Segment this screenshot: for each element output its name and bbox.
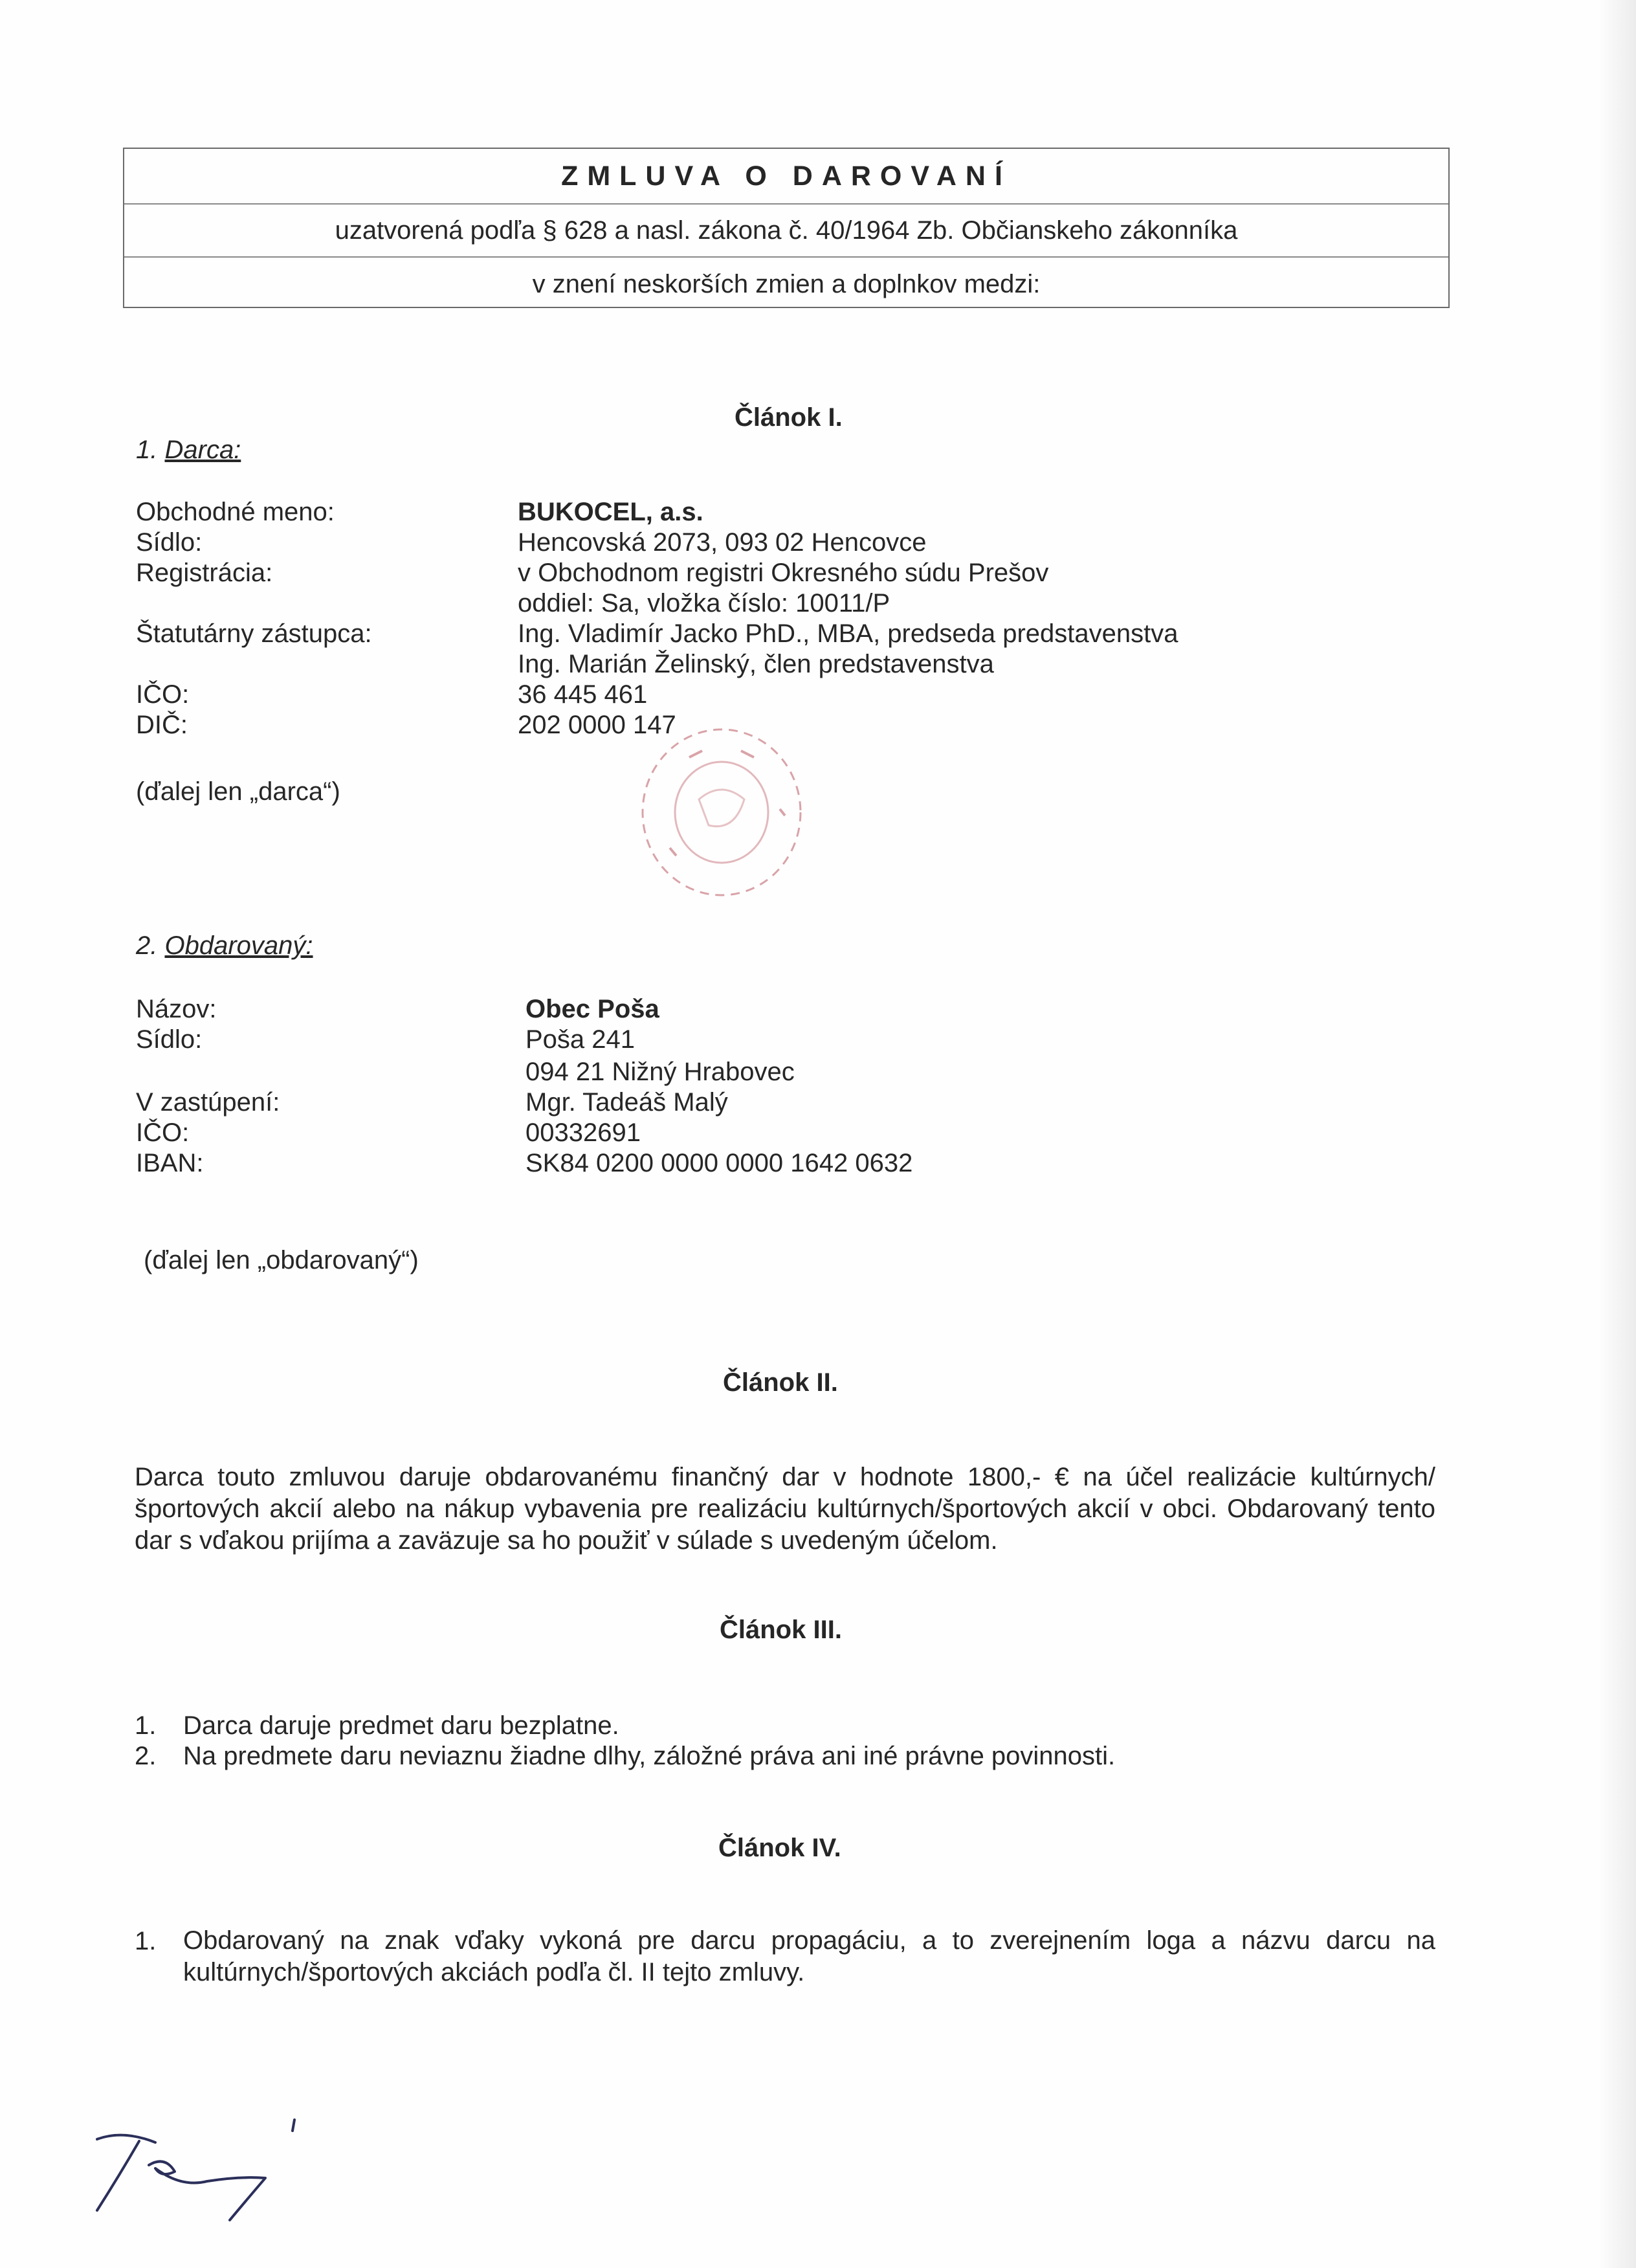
label-ico: IČO: (136, 680, 190, 709)
label-registration: Registrácia: (136, 559, 273, 587)
header-parties-intro: v znení neskorších zmien a doplnkov medzi: (532, 270, 1041, 298)
article-3-item-number: 1. (135, 1711, 157, 1740)
donor-ico-value: 36 445 461 (518, 680, 648, 709)
recipient-ico-value: 00332691 (525, 1118, 641, 1147)
recipient-iban-value: SK84 0200 0000 0000 1642 0632 (525, 1149, 913, 1177)
label-recipient-name: Názov: (136, 995, 217, 1023)
handwritten-initials (84, 2117, 298, 2233)
contract-title: ZMLUVA O DAROVANÍ (561, 161, 1011, 192)
recipient-representative: Mgr. Tadeáš Malý (525, 1088, 728, 1117)
label-recipient-iban: IBAN: (136, 1149, 204, 1177)
recipient-title: Obdarovaný: (164, 931, 313, 960)
article-3-heading: Článok III. (720, 1616, 842, 1644)
page-edge-shadow (1598, 0, 1636, 2268)
recipient-address-1: Poša 241 (525, 1025, 636, 1054)
company-stamp (631, 718, 812, 906)
label-recipient-ico: IČO: (136, 1118, 190, 1147)
ink-mark (288, 2118, 301, 2135)
donor-registry-entry: oddiel: Sa, vložka číslo: 10011/P (518, 589, 890, 617)
article-3-item-text: Na predmete daru neviaznu žiadne dlhy, záložné práva ani iné právne povinnosti. (183, 1742, 1116, 1770)
donor-company-name: BUKOCEL, a.s. (518, 498, 703, 526)
recipient-name: Obec Poša (525, 995, 659, 1023)
header-divider (124, 203, 1448, 205)
donor-registry-court: v Obchodnom registri Okresného súdu Prešov (518, 559, 1049, 587)
label-statutory-rep: Štatutárny zástupca: (136, 619, 372, 648)
donor-representative-1: Ing. Vladimír Jacko PhD., MBA, predseda predstavenstva (518, 619, 1178, 648)
article-3-item-number: 2. (135, 1742, 157, 1770)
contract-header-box (123, 148, 1450, 308)
donor-note: (ďalej len „darca“) (136, 777, 340, 806)
header-legal-basis: uzatvorená podľa § 628 a nasl. zákona č. 40/1964 Zb. Občianskeho zákonníka (335, 216, 1238, 245)
article-2-heading: Článok II. (723, 1368, 838, 1397)
donor-number: 1. (136, 436, 158, 464)
donor-representative-2: Ing. Marián Želinský, člen predstavenstva (518, 650, 994, 678)
label-recipient-seat: Sídlo: (136, 1025, 203, 1054)
article-1-heading: Článok I. (735, 403, 843, 432)
article-3-item-text: Darca daruje predmet daru bezplatne. (183, 1711, 619, 1740)
donor-section-title (136, 435, 241, 465)
article-4-heading: Článok IV. (718, 1834, 841, 1862)
label-business-name: Obchodné meno: (136, 498, 335, 526)
donor-title: Darca: (164, 436, 241, 464)
donor-dic-value: 202 0000 147 (518, 711, 676, 739)
recipient-address-2: 094 21 Nižný Hrabovec (525, 1058, 795, 1086)
recipient-note: (ďalej len „obdarovaný“) (144, 1246, 419, 1274)
donor-address: Hencovská 2073, 093 02 Hencovce (518, 528, 927, 557)
label-dic: DIČ: (136, 711, 188, 739)
recipient-number: 2. (136, 931, 158, 960)
header-divider (124, 256, 1448, 258)
recipient-section-title (136, 931, 313, 961)
article-4-item-number: 1. (135, 1927, 157, 1955)
article-4-item-text: Obdarovaný na znak vďaky vykoná pre darcu propagáciu, a to zverejnením loga a názvu darcu na kultúrnych/športových akciách podľa čl. II tejto zmluvy. (183, 1926, 1435, 1986)
label-recipient-rep: V zastúpení: (136, 1088, 280, 1117)
label-seat: Sídlo: (136, 528, 203, 557)
article-2-text: Darca touto zmluvou daruje obdarovanému finančný dar v hodnote 1800,- € na účel realizácie kultúrnych/športových akcií alebo na nákup vybavenia pre realizáciu kultúrnych/športových akcií v obci. Obdarovaný tento dar s vďakou prijíma a zaväzuje sa ho použiť v súlade s uvedeným účelom. (135, 1463, 1435, 1555)
